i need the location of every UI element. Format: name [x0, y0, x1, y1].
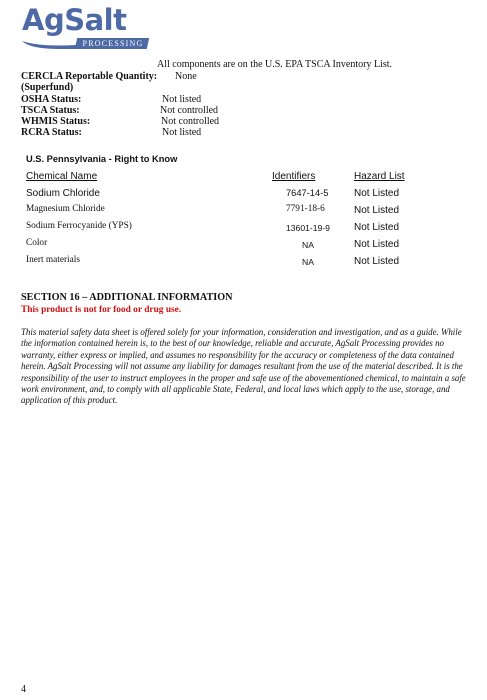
row-identifier: 7647-14-5 — [286, 188, 329, 198]
reg-value-osha: Not listed — [162, 94, 202, 105]
row-identifier: NA — [302, 257, 314, 267]
row-chemical-name: Magnesium Chloride — [26, 204, 105, 214]
page-number: 4 — [21, 684, 26, 695]
company-logo — [20, 3, 144, 51]
row-chemical-name: Sodium Ferrocyanide (YPS) — [26, 221, 132, 231]
reg-value-rcra: Not listed — [162, 127, 202, 138]
reg-value-tsca: Not controlled — [160, 105, 219, 116]
row-chemical-name: Color — [26, 238, 48, 248]
reg-label-rcra: RCRA Status: — [21, 127, 82, 138]
row-identifier: NA — [302, 240, 314, 250]
reg-value-cercla: None — [175, 71, 197, 82]
col-header-hazard: Hazard List — [354, 171, 405, 182]
row-identifier: 13601-19-9 — [286, 223, 330, 233]
row-hazard: Not Listed — [354, 239, 400, 250]
reg-label-superfund: (Superfund) — [21, 82, 74, 93]
row-chemical-name: Sodium Chloride — [26, 188, 100, 199]
reg-label-osha: OSHA Status: — [21, 94, 82, 105]
disclaimer-paragraph: This material safety data sheet is offered solely for your information, consideration and investigation, and as a guide. While the information contained herein is, to the best of our knowledge, reliable and accurate, AgSalt Processing provides no warranty, either express or implied, and assumes no responsibility for the accuracy or completeness of the data contained herein. AgSalt Processing will not assume any liability for damages resultant from the use of the material described. It is the responsibility of the user to instruct employees in the proper and safe use of the abovementioned chemical, to maintain a safe work environment, and, to comply with all applicable State, Federal, and local laws which apply to the use, storage, and application of this product. — [21, 327, 466, 406]
col-header-identifiers: Identifiers — [272, 171, 316, 182]
reg-label-tsca: TSCA Status: — [21, 105, 80, 116]
row-hazard: Not Listed — [354, 222, 400, 233]
col-header-chemical: Chemical Name — [26, 171, 98, 182]
row-identifier: 7791-18-6 — [286, 204, 325, 214]
row-hazard: Not Listed — [354, 205, 400, 216]
pa-section-title: U.S. Pennsylvania - Right to Know — [26, 154, 178, 164]
inventory-note: All components are on the U.S. EPA TSCA Inventory List. — [157, 59, 392, 70]
row-hazard: Not Listed — [354, 256, 400, 267]
reg-label-cercla: CERCLA Reportable Quantity: — [21, 71, 158, 82]
logo-sub-text: PROCESSING — [82, 39, 144, 48]
section16-warning: This product is not for food or drug use. — [21, 305, 182, 315]
logo-name: AgSalt — [22, 3, 127, 37]
reg-label-whmis: WHMIS Status: — [21, 116, 91, 127]
row-hazard: Not Listed — [354, 188, 400, 199]
section16-title: SECTION 16 – ADDITIONAL INFORMATION — [21, 292, 233, 303]
reg-value-whmis: Not controlled — [161, 116, 220, 127]
row-chemical-name: Inert materials — [26, 255, 80, 265]
